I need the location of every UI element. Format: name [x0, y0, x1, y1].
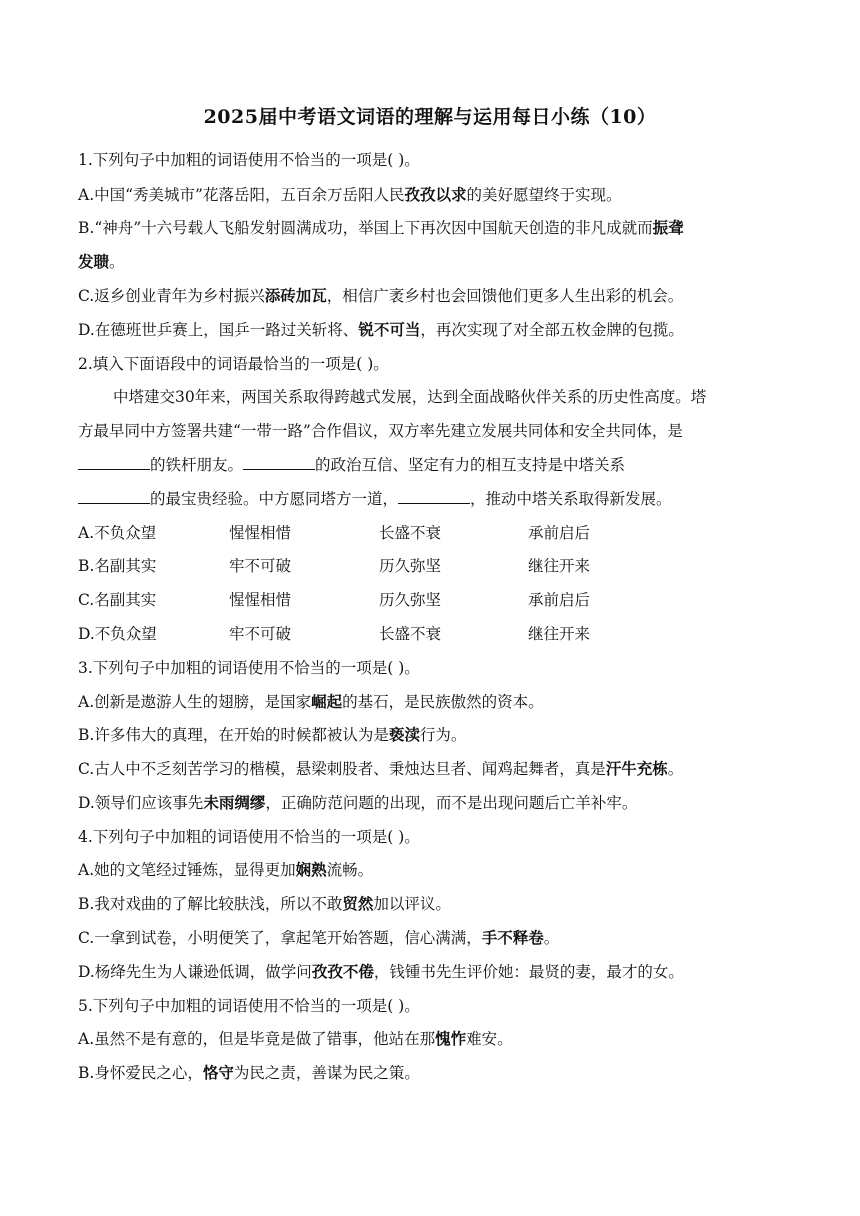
q2-option-d-word-2: 牢不可破	[229, 625, 292, 643]
q1-stem: 1.下列句子中加粗的词语使用不恰当的一项是( )。	[78, 151, 420, 169]
q3-stem: 3.下列句子中加粗的词语使用不恰当的一项是( )。	[78, 659, 420, 677]
q2-option-d-word-1: D.不负众望	[78, 625, 157, 643]
q2-option-c-word-4: 承前启后	[528, 591, 591, 609]
q2-option-a-word-4: 承前启后	[528, 524, 591, 542]
q3-option-a: A.创新是遨游人生的翅膀，是国家崛起的基石，是民族傲然的资本。	[78, 692, 544, 711]
q2-option-c-word-3: 历久弥坚	[379, 591, 442, 609]
q2-option-a-word-3: 长盛不衰	[379, 524, 442, 542]
q5-stem: 5.下列句子中加粗的词语使用不恰当的一项是( )。	[78, 997, 420, 1015]
q4-option-d: D.杨绛先生为人谦逊低调，做学问孜孜不倦，钱锺书先生评价她：最贤的妻，最才的女。	[78, 962, 684, 981]
q2-option-b-word-3: 历久弥坚	[379, 557, 442, 575]
q2-option-d-word-3: 长盛不衰	[379, 625, 442, 643]
q2-passage-line-1: 中塔建交30年来，两国关系取得跨越式发展，达到全面战略伙伴关系的历史性高度。塔	[113, 388, 707, 406]
q2-option-a-word-2: 惺惺相惜	[229, 524, 292, 542]
q2-option-b-word-2: 牢不可破	[229, 557, 292, 575]
q1-option-a: A.中国“秀美城市”花落岳阳，五百余万岳阳人民孜孜以求的美好愿望终于实现。	[78, 185, 622, 204]
q3-option-c: C.古人中不乏刻苦学习的楷模，悬梁刺股者、秉烛达旦者、闻鸡起舞者，真是汗牛充栋。	[78, 759, 684, 778]
q2-option-d-word-4: 继往开来	[528, 625, 591, 643]
page-title: 2025届中考语文词语的理解与运用每日小练（10）	[203, 106, 657, 128]
q1-option-d: D.在德班世乒赛上，国乒一路过关斩将、锐不可当，再次实现了对全部五枚金牌的包揽。	[78, 320, 684, 339]
q4-option-b: B.我对戏曲的了解比较肤浅，所以不敢贸然加以评议。	[78, 894, 451, 913]
q4-stem: 4.下列句子中加粗的词语使用不恰当的一项是( )。	[78, 828, 420, 846]
q2-passage-line-4: 的最宝贵经验。中方愿同塔方一道， ，推动中塔关系取得新发展。	[78, 487, 672, 509]
q2-passage-line-2: 方最早同中方签署共建“一带一路”合作倡议，双方率先建立发展共同体和安全共同体，是	[78, 422, 683, 440]
q3-option-b: B.许多伟大的真理，在开始的时候都被认为是亵渎行为。	[78, 725, 467, 744]
q1-option-b-cont: 发聩。	[78, 252, 125, 271]
q1-option-c: C.返乡创业青年为乡村振兴添砖加瓦，相信广袤乡村也会回馈他们更多人生出彩的机会。	[78, 286, 684, 305]
q3-option-d: D.领导们应该事先未雨绸缪，正确防范问题的出现，而不是出现问题后亡羊补牢。	[78, 793, 638, 812]
q5-option-b: B.身怀爱民之心，恪守为民之责，善谋为民之策。	[78, 1063, 420, 1082]
q2-stem: 2.填入下面语段中的词语最恰当的一项是( )。	[78, 355, 389, 373]
q2-option-b-word-4: 继往开来	[528, 557, 591, 575]
q2-option-b-word-1: B.名副其实	[78, 557, 157, 575]
answer-blank	[78, 489, 150, 504]
q2-passage-line-3: 的铁杆朋友。 的政治互信、坚定有力的相互支持是中塔关系	[78, 453, 625, 475]
answer-blank	[78, 455, 150, 470]
q2-option-a-word-1: A.不负众望	[78, 524, 157, 542]
q2-option-c-word-1: C.名副其实	[78, 591, 157, 609]
answer-blank	[398, 489, 470, 504]
q2-option-c-word-2: 惺惺相惜	[229, 591, 292, 609]
q5-option-a: A.虽然不是有意的，但是毕竟是做了错事，他站在那愧怍难安。	[78, 1029, 513, 1048]
q1-option-b: B.“神舟”十六号载人飞船发射圆满成功，举国上下再次因中国航天创造的非凡成就而振聋	[78, 218, 684, 237]
q4-option-a: A.她的文笔经过锤炼，显得更加娴熟流畅。	[78, 860, 374, 879]
answer-blank	[243, 455, 315, 470]
q4-option-c: C.一拿到试卷，小明便笑了，拿起笔开始答题，信心满满，手不释卷。	[78, 928, 560, 947]
